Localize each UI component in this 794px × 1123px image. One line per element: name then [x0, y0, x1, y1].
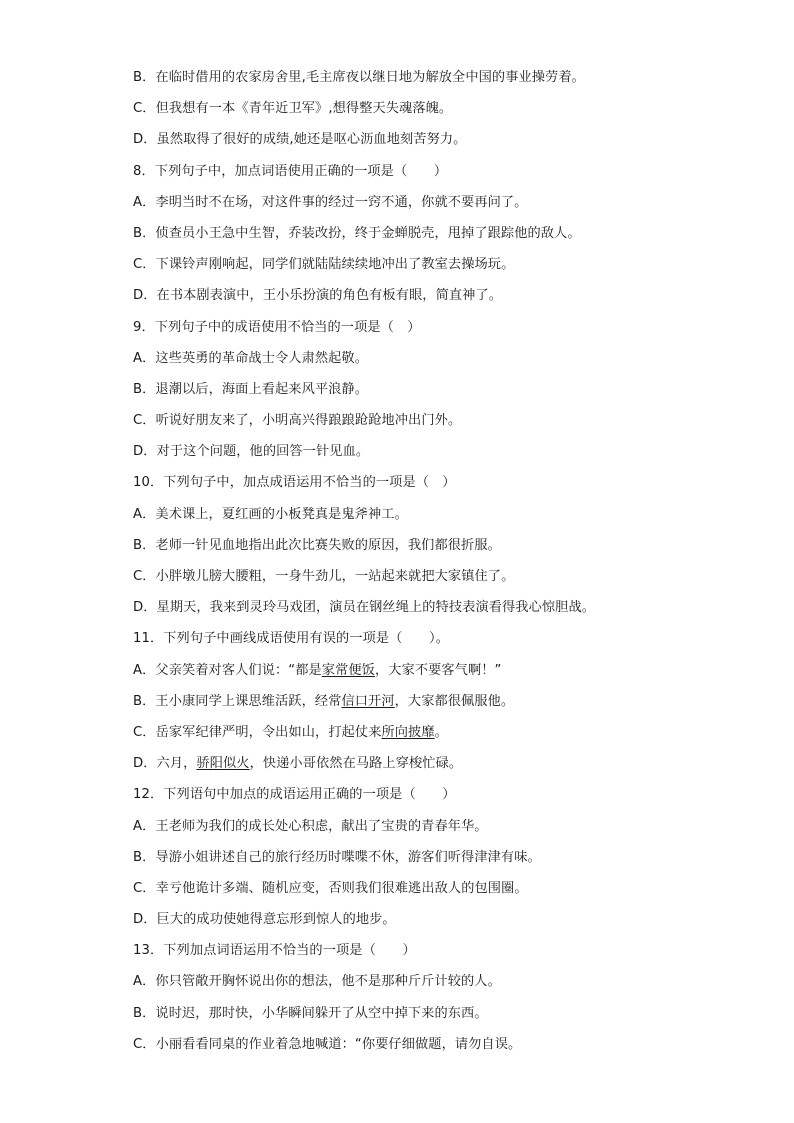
text-segment: 13．下列加点词语运用不恰当的一项是（ ） — [133, 943, 416, 959]
text-line — [133, 1029, 693, 1060]
text-line — [133, 904, 693, 935]
text-segment: D．巨大的成功使她得意忘形到惊人的地步。 — [133, 912, 396, 928]
text-line — [133, 873, 693, 904]
question-text-body — [133, 62, 693, 1060]
text-line — [133, 686, 693, 717]
text-line — [133, 655, 693, 686]
underlined-idiom: 信口开河 — [341, 693, 395, 709]
text-line — [133, 93, 693, 124]
text-segment: C．但我想有一本《青年近卫军》,想得整天失魂落魄。 — [133, 101, 453, 117]
text-line — [133, 592, 693, 623]
text-line — [133, 748, 693, 779]
text-segment: B．老师一针见血地指出此次比赛失败的原因，我们都很折服。 — [133, 537, 501, 553]
text-segment: C．听说好朋友来了，小明高兴得踉踉跄跄地冲出门外。 — [133, 413, 462, 429]
text-line — [133, 623, 693, 654]
text-segment: D．星期天，我来到灵玲马戏团，演员在钢丝绳上的特技表演看得我心惊胆战。 — [133, 600, 596, 616]
text-line — [133, 249, 693, 280]
text-line — [133, 998, 693, 1029]
text-line — [133, 187, 693, 218]
text-line — [133, 842, 693, 873]
text-segment: D．对于这个问题，他的回答一针见血。 — [133, 444, 370, 460]
text-line — [133, 966, 693, 997]
text-segment: B．王小康同学上课思维活跃，经常 — [133, 693, 342, 709]
text-segment: C．岳家军纪律严明，令出如山，打起仗来 — [133, 724, 382, 740]
text-segment: B．退潮以后，海面上看起来风平浪静。 — [133, 381, 369, 397]
text-segment: C．小丽看看同桌的作业着急地喊道：“你要仔细做题，请勿自误。 — [133, 1036, 522, 1052]
text-segment: C．小胖墩儿膀大腰粗，一身牛劲儿，一站起来就把大家镇住了。 — [133, 569, 515, 584]
text-segment: 11．下列句子中画线成语使用有误的一项是（ ）。 — [133, 631, 449, 647]
text-segment: B．在临时借用的农家房舍里,毛主席夜以继日地为解放全中国的事业操劳着。 — [133, 70, 585, 85]
text-line — [133, 811, 693, 842]
text-line — [133, 312, 693, 343]
text-line — [133, 124, 693, 155]
text-segment: C．下课铃声刚响起，同学们就陆陆续续地冲出了教室去操场玩。 — [133, 257, 515, 273]
text-line — [133, 530, 693, 561]
text-segment: A．这些英勇的革命战士令人肃然起敬。 — [133, 350, 369, 366]
text-segment: 。 — [434, 724, 448, 740]
text-segment: B．导游小姐讲述自己的旅行经历时喋喋不休，游客们听得津津有味。 — [133, 849, 541, 865]
text-line — [133, 343, 693, 374]
text-line — [133, 62, 693, 93]
underlined-idiom: 骄阳似火 — [196, 756, 250, 772]
text-segment: D．在书本剧表演中，王小乐扮演的角色有板有眼，简直神了。 — [133, 288, 503, 304]
text-line — [133, 218, 693, 249]
text-line — [133, 779, 693, 810]
text-segment: B．侦查员小王急中生智，乔装改扮，终于金蝉脱壳，甩掉了跟踪他的敌人。 — [133, 225, 581, 241]
text-line — [133, 717, 693, 748]
text-segment: A．父亲笑着对客人们说：“都是 — [133, 662, 322, 678]
text-segment: A．美术课上，夏红画的小板凳真是鬼斧神工。 — [133, 506, 408, 522]
underlined-idiom: 所向披靡 — [381, 724, 435, 740]
text-segment: C．幸亏他诡计多端、随机应变，否则我们很难逃出敌人的包围圈。 — [133, 880, 528, 896]
text-line — [133, 405, 693, 436]
text-segment: A．你只管敞开胸怀说出你的想法，他不是那种斤斤计较的人。 — [133, 974, 501, 990]
text-line — [133, 935, 693, 966]
text-line — [133, 280, 693, 311]
text-line — [133, 374, 693, 405]
text-segment: ，快递小哥依然在马路上穿梭忙碌。 — [249, 756, 463, 772]
text-line — [133, 436, 693, 467]
text-segment: ，大家不要客气啊！” — [374, 662, 502, 678]
underlined-idiom: 家常便饭 — [321, 662, 375, 678]
text-segment: 10．下列句子中，加点成语运用不恰当的一项是（ ） — [133, 475, 456, 491]
text-segment: A．李明当时不在场，对这件事的经过一窍不通，你就不要再问了。 — [133, 194, 528, 210]
text-line — [133, 467, 693, 498]
text-line — [133, 156, 693, 187]
text-segment: B．说时迟，那时快，小华瞬间躲开了从空中掉下来的东西。 — [133, 1005, 488, 1021]
text-segment: 8．下列句子中，加点词语使用正确的一项是（ ） — [133, 163, 448, 179]
text-segment: 12．下列语句中加点的成语运用正确的一项是（ ） — [133, 787, 456, 803]
text-segment: ，大家都很佩服他。 — [394, 693, 515, 709]
text-segment: D．六月， — [133, 756, 197, 772]
text-segment: D．虽然取得了很好的成绩,她还是呕心沥血地刻苦努力。 — [133, 132, 467, 148]
text-segment: 9．下列句子中的成语使用不恰当的一项是（ ） — [133, 319, 421, 335]
text-line — [133, 561, 693, 592]
text-line — [133, 499, 693, 530]
text-segment: A．王老师为我们的成长处心积虑，献出了宝贵的青春年华。 — [133, 818, 488, 834]
